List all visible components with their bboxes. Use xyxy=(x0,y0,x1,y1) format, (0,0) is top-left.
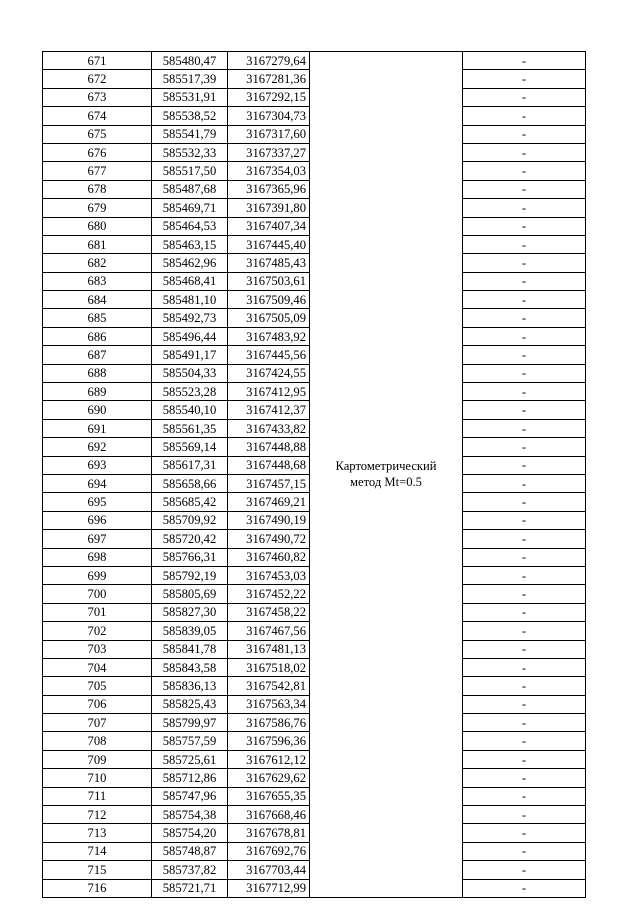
y-coordinate-cell: 3167452,22 xyxy=(228,585,310,603)
note-cell: - xyxy=(463,254,586,272)
note-cell: - xyxy=(463,199,586,217)
note-cell: - xyxy=(463,732,586,750)
y-coordinate-cell: 3167354,03 xyxy=(228,162,310,180)
y-coordinate-cell: 3167586,76 xyxy=(228,714,310,732)
y-coordinate-cell: 3167483,92 xyxy=(228,327,310,345)
note-cell: - xyxy=(463,291,586,309)
point-number-cell: 689 xyxy=(43,383,152,401)
note-cell: - xyxy=(463,806,586,824)
y-coordinate-cell: 3167453,03 xyxy=(228,566,310,584)
point-number-cell: 680 xyxy=(43,217,152,235)
y-coordinate-cell: 3167655,35 xyxy=(228,787,310,805)
point-number-cell: 690 xyxy=(43,401,152,419)
x-coordinate-cell: 585487,68 xyxy=(152,180,228,198)
note-cell: - xyxy=(463,842,586,860)
y-coordinate-cell: 3167481,13 xyxy=(228,640,310,658)
x-coordinate-cell: 585561,35 xyxy=(152,419,228,437)
point-number-cell: 686 xyxy=(43,327,152,345)
x-coordinate-cell: 585712,86 xyxy=(152,769,228,787)
note-cell: - xyxy=(463,548,586,566)
point-number-cell: 710 xyxy=(43,769,152,787)
point-number-cell: 674 xyxy=(43,107,152,125)
y-coordinate-cell: 3167467,56 xyxy=(228,622,310,640)
y-coordinate-cell: 3167469,21 xyxy=(228,493,310,511)
x-coordinate-cell: 585491,17 xyxy=(152,346,228,364)
y-coordinate-cell: 3167391,80 xyxy=(228,199,310,217)
note-cell: - xyxy=(463,52,586,70)
y-coordinate-cell: 3167678,81 xyxy=(228,824,310,842)
x-coordinate-cell: 585839,05 xyxy=(152,622,228,640)
point-number-cell: 697 xyxy=(43,530,152,548)
y-coordinate-cell: 3167412,95 xyxy=(228,383,310,401)
point-number-cell: 677 xyxy=(43,162,152,180)
x-coordinate-cell: 585754,38 xyxy=(152,806,228,824)
note-cell: - xyxy=(463,769,586,787)
y-coordinate-cell: 3167458,22 xyxy=(228,603,310,621)
x-coordinate-cell: 585792,19 xyxy=(152,566,228,584)
y-coordinate-cell: 3167448,68 xyxy=(228,456,310,474)
note-cell: - xyxy=(463,125,586,143)
method-name: Картометрический xyxy=(335,459,437,474)
x-coordinate-cell: 585841,78 xyxy=(152,640,228,658)
x-coordinate-cell: 585737,82 xyxy=(152,861,228,879)
note-cell: - xyxy=(463,88,586,106)
y-coordinate-cell: 3167612,12 xyxy=(228,750,310,768)
note-cell: - xyxy=(463,327,586,345)
x-coordinate-cell: 585836,13 xyxy=(152,677,228,695)
x-coordinate-cell: 585538,52 xyxy=(152,107,228,125)
point-number-cell: 687 xyxy=(43,346,152,364)
point-number-cell: 682 xyxy=(43,254,152,272)
x-coordinate-cell: 585523,28 xyxy=(152,383,228,401)
point-number-cell: 693 xyxy=(43,456,152,474)
note-cell: - xyxy=(463,658,586,676)
point-number-cell: 708 xyxy=(43,732,152,750)
x-coordinate-cell: 585504,33 xyxy=(152,364,228,382)
note-cell: - xyxy=(463,419,586,437)
x-coordinate-cell: 585766,31 xyxy=(152,548,228,566)
y-coordinate-cell: 3167448,88 xyxy=(228,438,310,456)
coordinates-table xyxy=(42,51,586,898)
y-coordinate-cell: 3167485,43 xyxy=(228,254,310,272)
x-coordinate-cell: 585757,59 xyxy=(152,732,228,750)
note-cell: - xyxy=(463,640,586,658)
note-cell: - xyxy=(463,603,586,621)
y-coordinate-cell: 3167668,46 xyxy=(228,806,310,824)
point-number-cell: 712 xyxy=(43,806,152,824)
point-number-cell: 698 xyxy=(43,548,152,566)
x-coordinate-cell: 585541,79 xyxy=(152,125,228,143)
point-number-cell: 704 xyxy=(43,658,152,676)
note-cell: - xyxy=(463,474,586,492)
table-row xyxy=(43,52,586,70)
point-number-cell: 713 xyxy=(43,824,152,842)
note-cell: - xyxy=(463,180,586,198)
point-number-cell: 695 xyxy=(43,493,152,511)
x-coordinate-cell: 585720,42 xyxy=(152,530,228,548)
point-number-cell: 703 xyxy=(43,640,152,658)
y-coordinate-cell: 3167292,15 xyxy=(228,88,310,106)
y-coordinate-cell: 3167460,82 xyxy=(228,548,310,566)
point-number-cell: 711 xyxy=(43,787,152,805)
note-cell: - xyxy=(463,566,586,584)
note-cell: - xyxy=(463,511,586,529)
point-number-cell: 672 xyxy=(43,70,152,88)
note-cell: - xyxy=(463,309,586,327)
x-coordinate-cell: 585469,71 xyxy=(152,199,228,217)
point-number-cell: 706 xyxy=(43,695,152,713)
y-coordinate-cell: 3167629,62 xyxy=(228,769,310,787)
x-coordinate-cell: 585463,15 xyxy=(152,235,228,253)
y-coordinate-cell: 3167712,99 xyxy=(228,879,310,897)
note-cell: - xyxy=(463,383,586,401)
x-coordinate-cell: 585799,97 xyxy=(152,714,228,732)
x-coordinate-cell: 585517,50 xyxy=(152,162,228,180)
x-coordinate-cell: 585747,96 xyxy=(152,787,228,805)
note-cell: - xyxy=(463,824,586,842)
x-coordinate-cell: 585464,53 xyxy=(152,217,228,235)
x-coordinate-cell: 585721,71 xyxy=(152,879,228,897)
note-cell: - xyxy=(463,217,586,235)
note-cell: - xyxy=(463,530,586,548)
point-number-cell: 694 xyxy=(43,474,152,492)
point-number-cell: 701 xyxy=(43,603,152,621)
x-coordinate-cell: 585468,41 xyxy=(152,272,228,290)
note-cell: - xyxy=(463,235,586,253)
y-coordinate-cell: 3167490,19 xyxy=(228,511,310,529)
point-number-cell: 709 xyxy=(43,750,152,768)
point-number-cell: 681 xyxy=(43,235,152,253)
coordinates-table-body xyxy=(43,52,586,898)
note-cell: - xyxy=(463,364,586,382)
x-coordinate-cell: 585617,31 xyxy=(152,456,228,474)
point-number-cell: 707 xyxy=(43,714,152,732)
note-cell: - xyxy=(463,677,586,695)
y-coordinate-cell: 3167518,02 xyxy=(228,658,310,676)
note-cell: - xyxy=(463,714,586,732)
y-coordinate-cell: 3167692,76 xyxy=(228,842,310,860)
x-coordinate-cell: 585748,87 xyxy=(152,842,228,860)
y-coordinate-cell: 3167281,36 xyxy=(228,70,310,88)
y-coordinate-cell: 3167445,40 xyxy=(228,235,310,253)
method-cell xyxy=(310,52,463,898)
note-cell: - xyxy=(463,401,586,419)
y-coordinate-cell: 3167542,81 xyxy=(228,677,310,695)
point-number-cell: 671 xyxy=(43,52,152,70)
point-number-cell: 685 xyxy=(43,309,152,327)
note-cell: - xyxy=(463,879,586,897)
point-number-cell: 705 xyxy=(43,677,152,695)
x-coordinate-cell: 585754,20 xyxy=(152,824,228,842)
y-coordinate-cell: 3167424,55 xyxy=(228,364,310,382)
note-cell: - xyxy=(463,750,586,768)
note-cell: - xyxy=(463,456,586,474)
x-coordinate-cell: 585481,10 xyxy=(152,291,228,309)
y-coordinate-cell: 3167596,36 xyxy=(228,732,310,750)
x-coordinate-cell: 585843,58 xyxy=(152,658,228,676)
x-coordinate-cell: 585709,92 xyxy=(152,511,228,529)
y-coordinate-cell: 3167490,72 xyxy=(228,530,310,548)
x-coordinate-cell: 585531,91 xyxy=(152,88,228,106)
note-cell: - xyxy=(463,787,586,805)
y-coordinate-cell: 3167304,73 xyxy=(228,107,310,125)
x-coordinate-cell: 585532,33 xyxy=(152,143,228,161)
x-coordinate-cell: 585685,42 xyxy=(152,493,228,511)
point-number-cell: 702 xyxy=(43,622,152,640)
y-coordinate-cell: 3167433,82 xyxy=(228,419,310,437)
point-number-cell: 716 xyxy=(43,879,152,897)
x-coordinate-cell: 585825,43 xyxy=(152,695,228,713)
point-number-cell: 673 xyxy=(43,88,152,106)
note-cell: - xyxy=(463,861,586,879)
point-number-cell: 696 xyxy=(43,511,152,529)
note-cell: - xyxy=(463,438,586,456)
y-coordinate-cell: 3167505,09 xyxy=(228,309,310,327)
x-coordinate-cell: 585569,14 xyxy=(152,438,228,456)
y-coordinate-cell: 3167407,34 xyxy=(228,217,310,235)
x-coordinate-cell: 585462,96 xyxy=(152,254,228,272)
note-cell: - xyxy=(463,107,586,125)
note-cell: - xyxy=(463,585,586,603)
y-coordinate-cell: 3167317,60 xyxy=(228,125,310,143)
point-number-cell: 700 xyxy=(43,585,152,603)
y-coordinate-cell: 3167509,46 xyxy=(228,291,310,309)
note-cell: - xyxy=(463,493,586,511)
y-coordinate-cell: 3167279,64 xyxy=(228,52,310,70)
point-number-cell: 684 xyxy=(43,291,152,309)
note-cell: - xyxy=(463,622,586,640)
y-coordinate-cell: 3167337,27 xyxy=(228,143,310,161)
x-coordinate-cell: 585658,66 xyxy=(152,474,228,492)
point-number-cell: 675 xyxy=(43,125,152,143)
point-number-cell: 692 xyxy=(43,438,152,456)
y-coordinate-cell: 3167412,37 xyxy=(228,401,310,419)
method-accuracy: метод Mt=0.5 xyxy=(350,475,422,490)
x-coordinate-cell: 585827,30 xyxy=(152,603,228,621)
y-coordinate-cell: 3167365,96 xyxy=(228,180,310,198)
note-cell: - xyxy=(463,143,586,161)
point-number-cell: 678 xyxy=(43,180,152,198)
y-coordinate-cell: 3167703,44 xyxy=(228,861,310,879)
y-coordinate-cell: 3167503,61 xyxy=(228,272,310,290)
point-number-cell: 699 xyxy=(43,566,152,584)
point-number-cell: 691 xyxy=(43,419,152,437)
x-coordinate-cell: 585517,39 xyxy=(152,70,228,88)
y-coordinate-cell: 3167563,34 xyxy=(228,695,310,713)
x-coordinate-cell: 585725,61 xyxy=(152,750,228,768)
y-coordinate-cell: 3167457,15 xyxy=(228,474,310,492)
y-coordinate-cell: 3167445,56 xyxy=(228,346,310,364)
x-coordinate-cell: 585492,73 xyxy=(152,309,228,327)
note-cell: - xyxy=(463,346,586,364)
x-coordinate-cell: 585496,44 xyxy=(152,327,228,345)
x-coordinate-cell: 585540,10 xyxy=(152,401,228,419)
note-cell: - xyxy=(463,162,586,180)
point-number-cell: 688 xyxy=(43,364,152,382)
x-coordinate-cell: 585480,47 xyxy=(152,52,228,70)
point-number-cell: 714 xyxy=(43,842,152,860)
note-cell: - xyxy=(463,272,586,290)
note-cell: - xyxy=(463,70,586,88)
note-cell: - xyxy=(463,695,586,713)
x-coordinate-cell: 585805,69 xyxy=(152,585,228,603)
point-number-cell: 679 xyxy=(43,199,152,217)
point-number-cell: 715 xyxy=(43,861,152,879)
point-number-cell: 676 xyxy=(43,143,152,161)
point-number-cell: 683 xyxy=(43,272,152,290)
